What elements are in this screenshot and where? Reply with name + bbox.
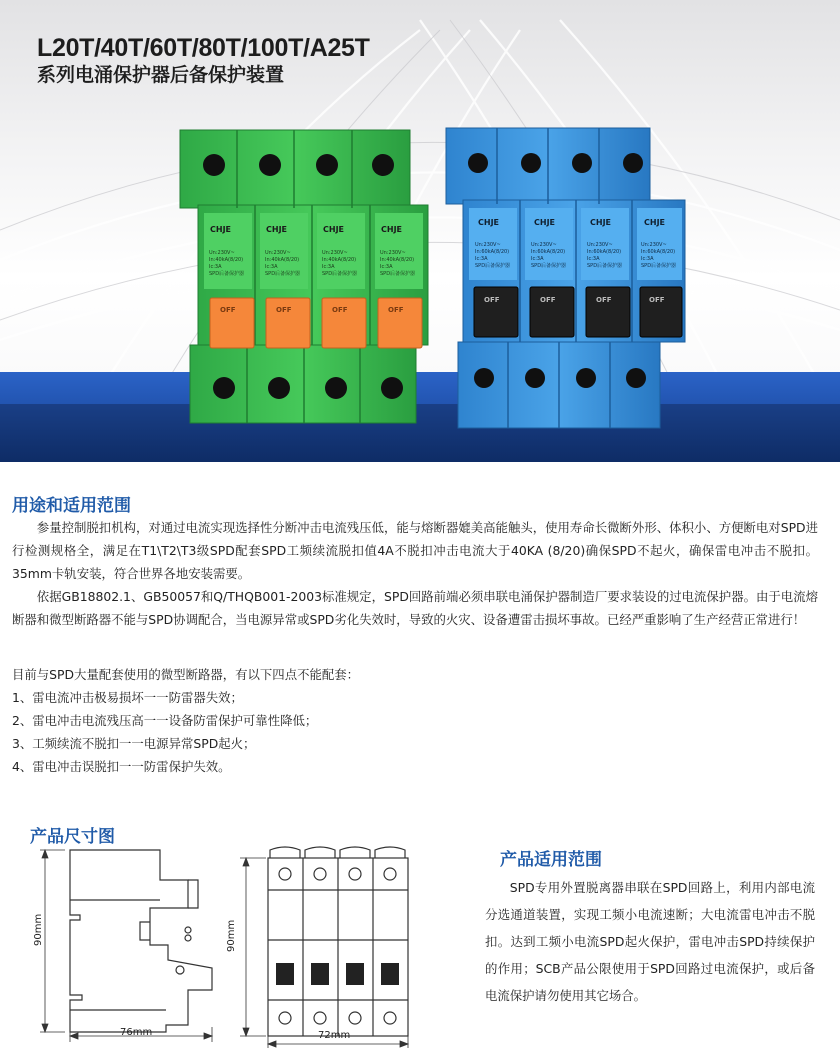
green-label-name: SPD后备保护器: [209, 271, 245, 277]
green-brand-2: CHJE: [266, 225, 288, 234]
green-rating-label-4: [380, 250, 424, 278]
blue-label-voltage: Un:230V~: [641, 242, 667, 248]
side-width-label: 76mm: [120, 1027, 153, 1038]
blue-label-ic: Ic:3A: [641, 256, 654, 262]
green-label-voltage: Un:230V~: [322, 250, 348, 256]
usage-paragraph-1: 参量控制脱扣机构，对通过电流实现选择性分断冲击电流残压低，能与熔断器媲美高能触头，使用寿命长微断外形、体积小、方便断电对SPD进行检测规格全，满足在T1\T2\T3级SPD配套SPD工频续流脱扣值4A不脱扣冲击电流大于40KA (8/20)确保SPD不起火，确保雷电冲击不脱扣。35mm卡轨安装，符合世界各地安装需要。: [12, 520, 818, 581]
blue-brand-1: CHJE: [478, 218, 500, 227]
scope-body: [485, 874, 815, 1009]
blue-label-name: SPD后备保护器: [587, 263, 623, 269]
blue-label-current: In:60kA(8/20): [475, 249, 510, 255]
green-rating-label: [209, 250, 253, 278]
side-height-label: 90mm: [33, 913, 44, 946]
green-label-name: SPD后备保护器: [265, 271, 301, 277]
blue-label-voltage: Un:230V~: [531, 242, 557, 248]
usage-heading: 用途和适用范围: [12, 496, 131, 516]
blue-label-ic: Ic:3A: [475, 256, 488, 262]
blue-label-ic: Ic:3A: [531, 256, 544, 262]
scope-paragraph: SPD专用外置脱离器串联在SPD回路上，利用内部电流分选通道装置，实现工频小电流速断；大电流雷电冲击不脱扣。达到工频小电流SPD起火保护，雷电冲击SPD持续保护的作用；SCB产品公限使用于SPD回路过电流保护，或后备电流保护请勿使用其它场合。: [485, 880, 815, 1003]
blue-label-current: In:60kA(8/20): [641, 249, 676, 255]
list-item: 2、雷电冲击电流残压高一一设备防雷保护可靠性降低；: [12, 713, 318, 728]
usage-paragraph-2: 依据GB18802.1、GB50057和Q/THQB001-2003标准规定，SPD回路前端必须串联电涌保护器制造厂要求装设的过电流保护器。由于电流熔断器和微型断路器不能与SPD协调配合，当电源异常或SPD劣化失效时，导致的火灾、设备遭雷击损坏事故。已经严重影响了生产经营正常进行！: [12, 589, 818, 627]
green-rating-label-2: [265, 250, 309, 278]
blue-brand-2: CHJE: [534, 218, 556, 227]
blue-rating-label-4: [641, 242, 683, 270]
blue-label-ic: Ic:3A: [587, 256, 600, 262]
green-label-name: SPD后备保护器: [322, 271, 358, 277]
green-lever-text-1: OFF: [220, 306, 236, 314]
side-view-drawing: [70, 850, 212, 1032]
blue-lever-text-4: OFF: [649, 296, 665, 304]
blue-label-voltage: Un:230V~: [587, 242, 613, 248]
hero-title-model: L20T/40T/60T/80T/100T/A25T: [37, 34, 370, 62]
green-brand-4: CHJE: [381, 225, 403, 234]
issues-list: [12, 663, 812, 778]
green-label-current: In:40kA(8/20): [209, 257, 244, 263]
green-lever-text-3: OFF: [332, 306, 348, 314]
green-label-ic: Ic:3A: [209, 264, 222, 270]
front-height-label: 90mm: [226, 919, 237, 952]
green-label-voltage: Un:230V~: [380, 250, 406, 256]
hero-banner: [0, 0, 840, 462]
list-item: 1、雷电流冲击极易损坏一一防雷器失效；: [12, 690, 243, 705]
green-label-current: In:40kA(8/20): [380, 257, 415, 263]
blue-label-name: SPD后备保护器: [641, 263, 677, 269]
usage-body: [12, 516, 818, 631]
green-label-voltage: Un:230V~: [209, 250, 235, 256]
green-rating-label-3: [322, 250, 366, 278]
front-view-drawing: [268, 847, 408, 1036]
green-lever-text-2: OFF: [276, 306, 292, 314]
blue-label-current: In:60kA(8/20): [531, 249, 566, 255]
blue-rating-label-3: [587, 242, 631, 270]
front-width-label: 72mm: [318, 1030, 351, 1041]
blue-brand-4: CHJE: [644, 218, 666, 227]
product-photo: [0, 0, 840, 462]
blue-lever-text-1: OFF: [484, 296, 500, 304]
green-label-ic: Ic:3A: [380, 264, 393, 270]
green-lever-text-4: OFF: [388, 306, 404, 314]
blue-label-current: In:60kA(8/20): [587, 249, 622, 255]
green-label-name: SPD后备保护器: [380, 271, 416, 277]
blue-rating-label: [475, 242, 519, 270]
green-label-current: In:40kA(8/20): [265, 257, 300, 263]
scope-heading: 产品适用范围: [500, 850, 602, 870]
list-item: 4、雷电冲击误脱扣一一防雷保护失效。: [12, 759, 231, 774]
dimensions-heading: 产品尺寸图: [30, 827, 115, 847]
blue-lever-text-3: OFF: [596, 296, 612, 304]
green-brand-3: CHJE: [323, 225, 345, 234]
blue-label-name: SPD后备保护器: [531, 263, 567, 269]
list-item: 3、工频续流不脱扣一一电源异常SPD起火；: [12, 736, 256, 751]
blue-label-name: SPD后备保护器: [475, 263, 511, 269]
green-label-ic: Ic:3A: [265, 264, 278, 270]
blue-label-voltage: Un:230V~: [475, 242, 501, 248]
blue-rating-label-2: [531, 242, 575, 270]
blue-spd-breaker: [446, 128, 685, 428]
green-label-current: In:40kA(8/20): [322, 257, 357, 263]
blue-lever-text-2: OFF: [540, 296, 556, 304]
blue-brand-3: CHJE: [590, 218, 612, 227]
issues-intro: 目前与SPD大量配套使用的微型断路器，有以下四点不能配套：: [12, 667, 360, 682]
hero-title-name: 系列电涌保护器后备保护装置: [37, 64, 285, 86]
green-brand-1: CHJE: [210, 225, 232, 234]
green-label-ic: Ic:3A: [322, 264, 335, 270]
green-label-voltage: Un:230V~: [265, 250, 291, 256]
